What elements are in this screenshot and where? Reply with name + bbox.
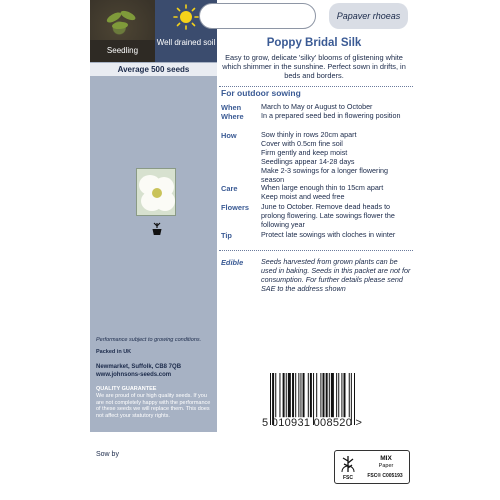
plant-pot-icon (151, 222, 163, 236)
fsc-paper: Paper (378, 463, 394, 469)
edible-label: Edible (221, 258, 244, 267)
fsc-mix: MIX (380, 455, 392, 462)
barcode-digits: 5 010931 008520 > (262, 417, 363, 429)
barcode-bar (336, 373, 337, 417)
barcode-bar (300, 373, 301, 417)
flower-thumbnail (136, 168, 176, 216)
barcode-bar (295, 373, 296, 417)
barcode-bar (344, 373, 346, 417)
divider-bottom (219, 250, 413, 251)
fsc-tree-icon (339, 454, 357, 480)
row-text-care: When large enough thin to 15cm apart Keep moist and weed free (261, 183, 384, 201)
latin-name: Papaver rhoeas (329, 3, 408, 29)
guarantee-text: We are proud of our high quality seeds. If you are not completely happy with the performance of these seeds we will replace them. This does not affect your statutory rights. (96, 393, 211, 420)
flower-center (152, 188, 162, 198)
row-label-tip: Tip (221, 231, 232, 240)
row-text-flowers: June to October. Remove dead heads to prolong flowering. Late sowings flower the following year (261, 202, 395, 229)
barcode-bar (283, 373, 285, 417)
fsc-badge (334, 450, 410, 484)
fsc-logo-text: FSC (343, 475, 353, 480)
row-label-flowers: Flowers (221, 203, 249, 212)
barcode-bar (323, 373, 325, 417)
packed-in: Packed in UK (96, 349, 132, 355)
address-line: Newmarket, Suffolk, CB8 7QB (96, 364, 182, 370)
barcode-bar (329, 373, 330, 417)
soil-label: Well drained soil (156, 38, 216, 47)
barcode-bar (308, 373, 309, 417)
barcode-bar (341, 373, 342, 417)
fsc-code: FSC® C005193 (367, 473, 403, 479)
company-address (96, 363, 216, 379)
sowing-heading: For outdoor sowing (221, 88, 301, 98)
divider-top (219, 86, 413, 87)
barcode-bar (349, 373, 350, 417)
sun-icon (173, 4, 199, 30)
row-text-how: Sow thinly in rows 20cm apart Cover with 0.5cm fine soil Firm gently and keep moist Seedlings appear 14-28 days Make 2-3 sowings for a longer flowering season (261, 130, 389, 184)
barcode-bar (292, 373, 294, 417)
barcode-bar (279, 373, 280, 417)
row-label-when: When (221, 103, 242, 112)
sow-by-label: Sow by (96, 451, 119, 458)
barcode-bar (298, 373, 299, 417)
row-label-where: Where (221, 112, 244, 121)
website-link: www.johnsons-seeds.com (96, 372, 172, 378)
barcode-bar (288, 373, 291, 417)
barcode-bar (320, 373, 321, 417)
barcode-bar (331, 373, 334, 417)
barcode-bar (275, 373, 276, 417)
row-label-how: How (221, 131, 237, 140)
edible-text: Seeds harvested from grown plants can be used in baking. Seeds in this packet are not for consumption. For further details please send SAE to the address shown (261, 257, 411, 293)
barcode-bar (316, 373, 317, 417)
row-text-tip: Protect late sowings with cloches in winter (261, 230, 396, 239)
name-write-box (199, 3, 316, 29)
product-intro: Easy to grow, delicate 'silky' blooms of glistening white which shimmer in the sunshine. Perfect sown in drifts, in beds and borders. (222, 53, 406, 81)
barcode-bar (326, 373, 328, 417)
row-label-care: Care (221, 184, 238, 193)
seedling-label: Seedling (90, 40, 155, 62)
barcode-bar (286, 373, 287, 417)
barcode-bar (338, 373, 339, 417)
product-title: Poppy Bridal Silk (266, 37, 362, 49)
barcode-bar (310, 373, 312, 417)
row-text-when: March to May or August to October (261, 102, 373, 111)
average-seeds: Average 500 seeds (90, 63, 217, 76)
barcode-bar (303, 373, 305, 417)
row-text-where: In a prepared seed bed in flowering position (261, 111, 401, 120)
guarantee-title: QUALITY GUARANTEE (96, 386, 157, 392)
performance-note: Performance subject to growing conditions. (96, 337, 202, 343)
